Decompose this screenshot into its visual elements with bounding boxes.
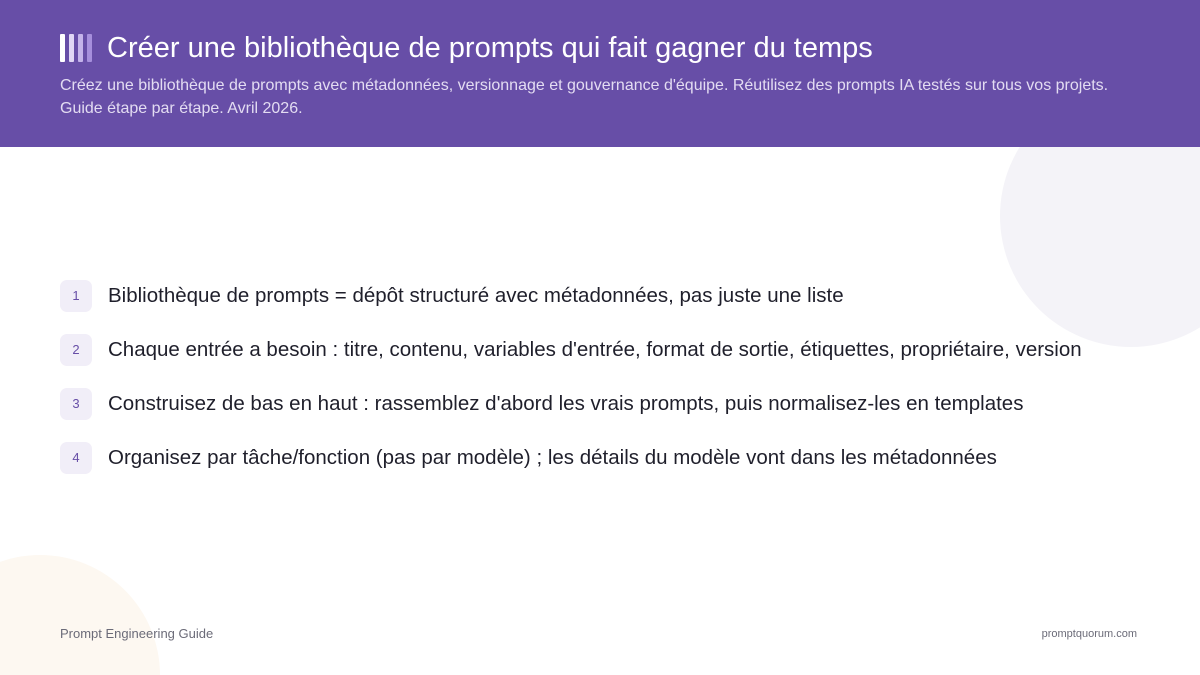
logo-bar [60, 34, 65, 62]
logo-bar [69, 34, 74, 62]
footer-site-link[interactable]: promptquorum.com [1041, 628, 1137, 640]
header-banner [0, 0, 1200, 147]
item-text: Bibliothèque de prompts = dépôt structuré avec métadonnées, pas juste une liste [108, 284, 844, 307]
item-text: Organisez par tâche/fonction (pas par modèle) ; les détails du modèle vont dans les métadonnées [108, 446, 997, 469]
item-number-badge: 3 [60, 388, 92, 420]
item-text: Chaque entrée a besoin : titre, contenu, variables d'entrée, format de sortie, étiquettes, propriétaire, version [108, 338, 1082, 361]
page-subtitle: Créez une bibliothèque de prompts avec métadonnées, versionnage et gouvernance d'équipe. Réutilisez des prompts IA testés sur tous vos projets. Guide étape par étape. Avril 2026. [60, 77, 1109, 117]
logo-bar [87, 34, 92, 62]
key-points-list [60, 280, 1150, 496]
item-number-badge: 1 [60, 280, 92, 312]
item-number-badge: 2 [60, 334, 92, 366]
list-item [60, 442, 1150, 473]
page-title: Créer une bibliothèque de prompts qui fait gagner du temps [107, 32, 873, 64]
logo-bars-icon [60, 34, 94, 62]
list-item [60, 334, 1150, 365]
decorative-circle-left [0, 555, 160, 675]
item-number-badge: 4 [60, 442, 92, 474]
item-text: Construisez de bas en haut : rassemblez d'abord les vrais prompts, puis normalisez-les en templates [108, 392, 1024, 415]
list-item [60, 280, 1150, 311]
list-item [60, 388, 1150, 419]
logo-bar [78, 34, 83, 62]
footer-guide-label: Prompt Engineering Guide [60, 626, 214, 641]
